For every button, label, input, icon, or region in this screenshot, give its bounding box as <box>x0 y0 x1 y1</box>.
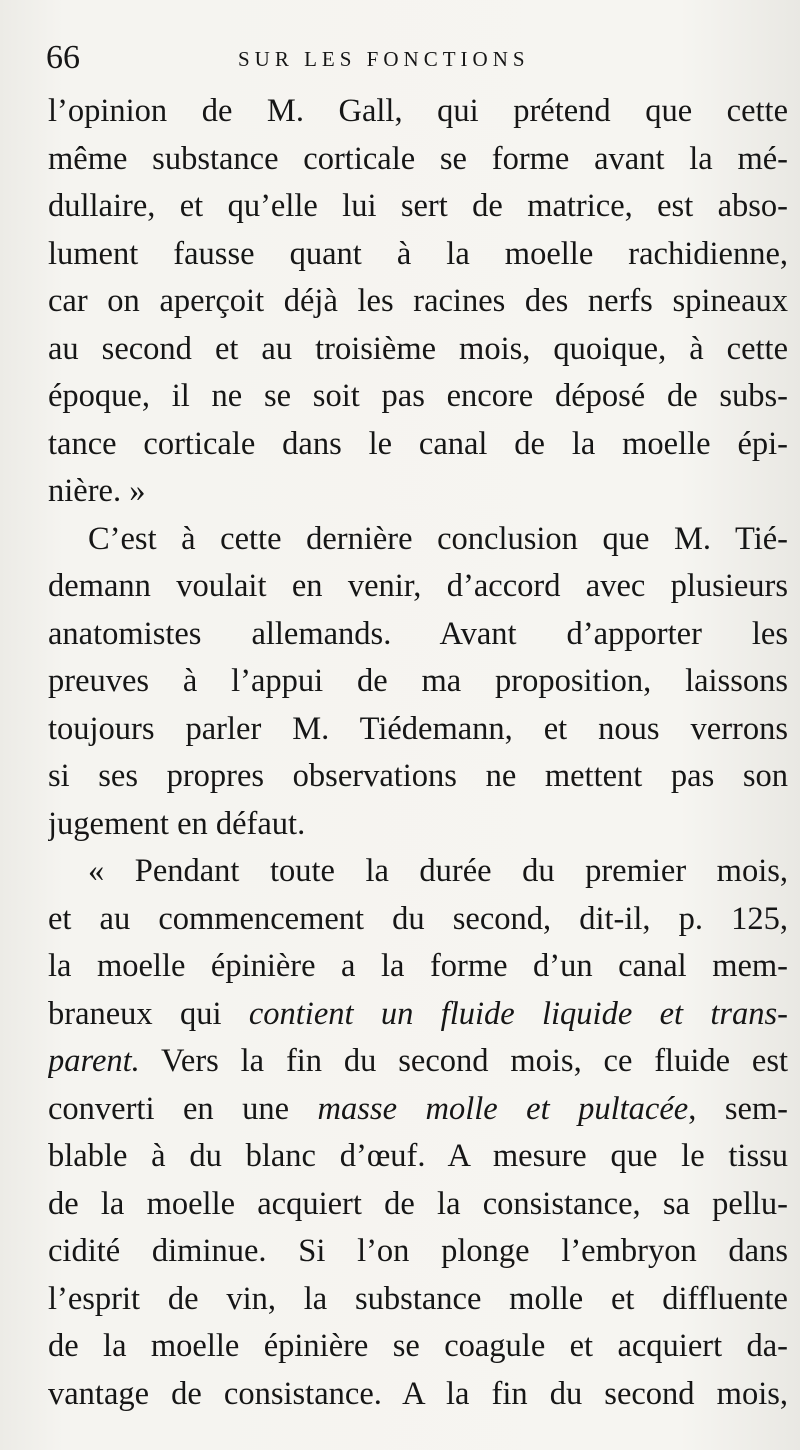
text-run: , sem- <box>688 1090 788 1127</box>
text-line: blable à du blanc d’œuf. A mesure que le tissu <box>48 1138 788 1174</box>
text-line: l’esprit de vin, la substance molle et diffluente <box>48 1280 788 1317</box>
text-line: preuves à l’appui de ma proposition, laissons <box>48 663 788 699</box>
text-run: Vers la fin du second mois, ce fluide est <box>139 1043 788 1079</box>
page-number: 66 <box>46 39 80 76</box>
text-line: si ses propres observations ne mettent pas son <box>48 758 788 794</box>
text-line: vantage de consistance. A la fin du second mois, <box>48 1375 788 1412</box>
text-run: braneux qui <box>48 995 249 1032</box>
italic-text-run: contient un fluide liquide et trans- <box>248 995 788 1032</box>
text-line: et au commencement du second, dit-il, p. 125, <box>48 900 788 937</box>
text-line: au second et au troisième mois, quoique, à cette <box>48 330 788 367</box>
text-line: « Pendant toute la durée du premier mois, <box>88 853 788 889</box>
text-line: car on aperçoit déjà les racines des nerfs spineaux <box>48 283 788 319</box>
text-line: demann voulait en venir, d’accord avec plusieurs <box>48 568 788 604</box>
text-line: nière. » <box>48 473 146 509</box>
text-line: la moelle épinière a la forme d’un canal mem- <box>48 948 788 984</box>
text-line <box>48 1038 788 1086</box>
text-line: tance corticale dans le canal de la moelle épi- <box>48 425 788 462</box>
running-title: SUR LES FONCTIONS <box>238 47 530 71</box>
text-line: de la moelle acquiert de la consistance, sa pellu- <box>48 1185 788 1222</box>
text-line: cidité diminue. Si l’on plonge l’embryon dans <box>48 1233 788 1269</box>
text-line: de la moelle épinière se coagule et acquiert da- <box>48 1328 788 1364</box>
text-line: C’est à cette dernière conclusion que M. Tié- <box>88 520 788 557</box>
text-line: époque, il ne se soit pas encore déposé de subs- <box>48 378 788 414</box>
text-line: jugement en défaut. <box>48 805 306 842</box>
text-line <box>48 991 788 1039</box>
text-line: même substance corticale se forme avant la mé- <box>48 140 788 177</box>
page-header <box>46 38 606 78</box>
text-line: l’opinion de M. Gall, qui prétend que cette <box>48 93 788 129</box>
text-line: dullaire, et qu’elle lui sert de matrice, est abso- <box>48 188 788 224</box>
text-line: lument fausse quant à la moelle rachidienne, <box>48 235 788 272</box>
italic-text-run: masse molle et pultacée <box>317 1090 689 1127</box>
body-text <box>48 88 788 1418</box>
text-run: converti en une <box>48 1090 318 1127</box>
text-line <box>48 1086 788 1134</box>
text-line: toujours parler M. Tiédemann, et nous verrons <box>48 710 788 747</box>
italic-text-run: parent. <box>48 1043 140 1079</box>
text-line: anatomistes allemands. Avant d’apporter les <box>48 615 788 652</box>
